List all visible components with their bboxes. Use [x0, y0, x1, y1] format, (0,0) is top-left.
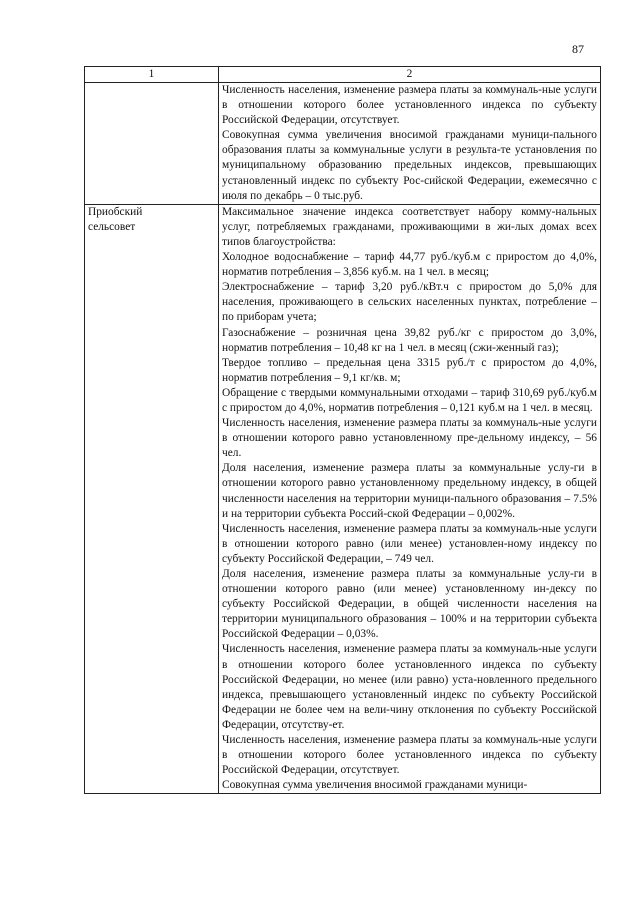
- region-name-line-1: Приобский: [88, 205, 143, 218]
- row-0-content-cell: [219, 83, 601, 205]
- table-row-priobsky: [85, 204, 601, 794]
- paragraph: Обращение с твердыми коммунальными отходами – тариф 310,69 руб./куб.м с приростом до 4,0%, норматив потребления – 0,121 куб.м на 1 чел. в месяц.: [222, 386, 597, 414]
- paragraph: Численность населения, изменение размера платы за коммуналь-ные услуги в отношении которого равно (или менее) установлен-ному индексу по субъекту Российской Федерации, – 749 чел.: [222, 522, 597, 565]
- document-table: [84, 66, 601, 794]
- table-header-row: [85, 67, 601, 83]
- paragraph: Газоснабжение – розничная цена 39,82 руб./кг с приростом до 3,0%, норматив потребления – 10,48 кг на 1 чел. в месяц (сжи-женный газ);: [222, 326, 597, 354]
- table-row-continuation: [85, 83, 601, 205]
- region-name-line-2: сельсовет: [88, 220, 136, 233]
- paragraph: Численность населения, изменение размера платы за коммуналь-ные услуги в отношении которого более установленного индекса по субъекту Российской Федерации, отсутствует.: [222, 734, 597, 777]
- paragraph: Доля населения, изменение размера платы за коммунальные услу-ги в отношении которого равно (или менее) установленному ин-дексу по субъекту Российской Федерации, в общей численности населения на территории муниципального образования – 100% и на территории субъекта Российской Федерации – 0,03%.: [222, 568, 597, 641]
- paragraph: Совокупная сумма увеличения вносимой гражданами муници-: [222, 779, 528, 792]
- column-header-2: 2: [219, 67, 601, 83]
- page-number: 87: [572, 42, 584, 56]
- row-1-region-cell: [85, 204, 219, 794]
- row-1-content-cell: [219, 204, 601, 794]
- paragraph: Доля населения, изменение размера платы за коммунальные услу-ги в отношении которого равно установленному предельному индексу, в общей численности населения на территории муници-пального образования – 7.5% и на территории субъекта Россий-ской Федерации – 0,002%.: [222, 462, 597, 520]
- paragraph: Электроснабжение – тариф 3,20 руб./кВт.ч с приростом до 5,0% для населения, проживающего в сельских населенных пунктах, потребление – по приборам учета;: [222, 281, 597, 324]
- paragraph: Максимальное значение индекса соответствует набору комму-нальных услуг, потребляемых гражданами, проживающими в жи-лых домах всех типов благоустройства:: [222, 205, 597, 248]
- paragraph: Совокупная сумма увеличения вносимой гражданами муници-пального образования платы за коммунальные услуги в результа-те установления по муниципальному образованию предельных индексов, превышающих установленный индекс по субъекту Рос-сийской Федерации, ежемесячно с июля по декабрь – 0 тыс.руб.: [222, 129, 597, 202]
- column-header-1: 1: [85, 67, 219, 83]
- paragraph: Численность населения, изменение размера платы за коммуналь-ные услуги в отношении которого равно установленному пре-дельному индексу, – 56 чел.: [222, 417, 597, 460]
- row-0-region-cell: [85, 83, 219, 205]
- paragraph: Холодное водоснабжение – тариф 44,77 руб./куб.м с приростом до 4,0%, норматив потребления – 3,856 куб.м. на 1 чел. в месяц;: [222, 251, 597, 279]
- paragraph: Численность населения, изменение размера платы за коммуналь-ные услуги в отношении которого более установленного индекса по субъекту Российской Федерации, отсутствует.: [222, 84, 597, 127]
- paragraph: Численность населения, изменение размера платы за коммуналь-ные услуги в отношении которого более установленного индекса по субъекту Российской Федерации, но менее (или равно) уста-новленного предельного индекса, превышающего установленный индекс по субъекту Российской Федерации не более чем на вели-чину отклонения по субъекту Российской Федерации, отсутству-ет.: [222, 643, 597, 731]
- paragraph: Твердое топливо – предельная цена 3315 руб./т с приростом до 4,0%, норматив потребления – 9,1 кг/кв. м;: [222, 356, 597, 384]
